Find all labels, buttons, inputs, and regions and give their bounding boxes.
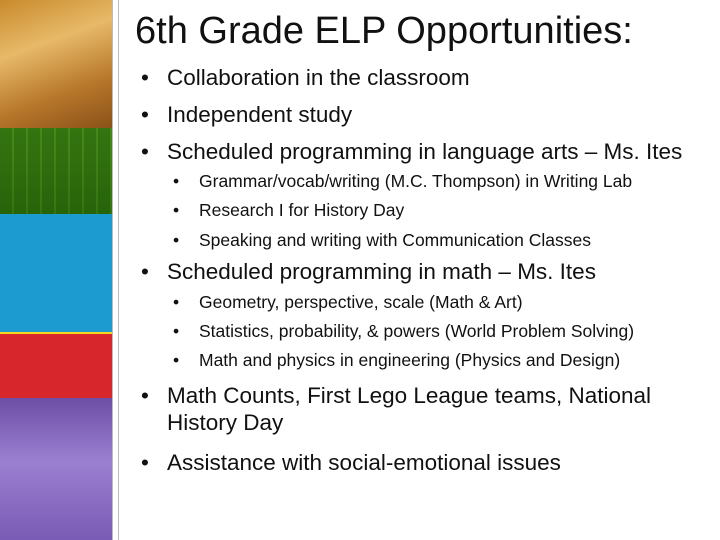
bullet-item: • Scheduled programming in language arts – Ms. Ites bbox=[135, 138, 710, 165]
sub-bullet-item: • Geometry, perspective, scale (Math & Art) bbox=[165, 292, 713, 313]
blue-color-band bbox=[0, 214, 112, 332]
bullet-item: • Assistance with social-emotional issues bbox=[135, 449, 710, 476]
sub-bullet-item: • Statistics, probability, & powers (World Problem Solving) bbox=[165, 321, 713, 342]
bullet-item: • Scheduled programming in math – Ms. Ites bbox=[135, 258, 710, 285]
decorative-sidebar bbox=[0, 0, 112, 540]
sub-bullet-item: • Math and physics in engineering (Physics and Design) bbox=[165, 350, 713, 371]
slide-title: 6th Grade ELP Opportunities: bbox=[135, 10, 633, 52]
sub-bullet-item: • Grammar/vocab/writing (M.C. Thompson) in Writing Lab bbox=[165, 171, 713, 192]
sidebar-divider-line bbox=[112, 0, 113, 540]
sub-bullet-item: • Speaking and writing with Communication Classes bbox=[165, 230, 713, 251]
bullet-item: • Math Counts, First Lego League teams, National History Day bbox=[135, 382, 710, 436]
sidebar-divider-line-inner bbox=[118, 0, 119, 540]
hands-photo-band bbox=[0, 0, 112, 128]
keyboard-photo-band bbox=[0, 128, 112, 214]
bullet-item: • Independent study bbox=[135, 101, 710, 128]
sub-bullet-item: • Research I for History Day bbox=[165, 200, 713, 221]
purple-photo-band bbox=[0, 398, 112, 540]
red-color-band bbox=[0, 334, 112, 398]
bullet-item: • Collaboration in the classroom bbox=[135, 64, 710, 91]
